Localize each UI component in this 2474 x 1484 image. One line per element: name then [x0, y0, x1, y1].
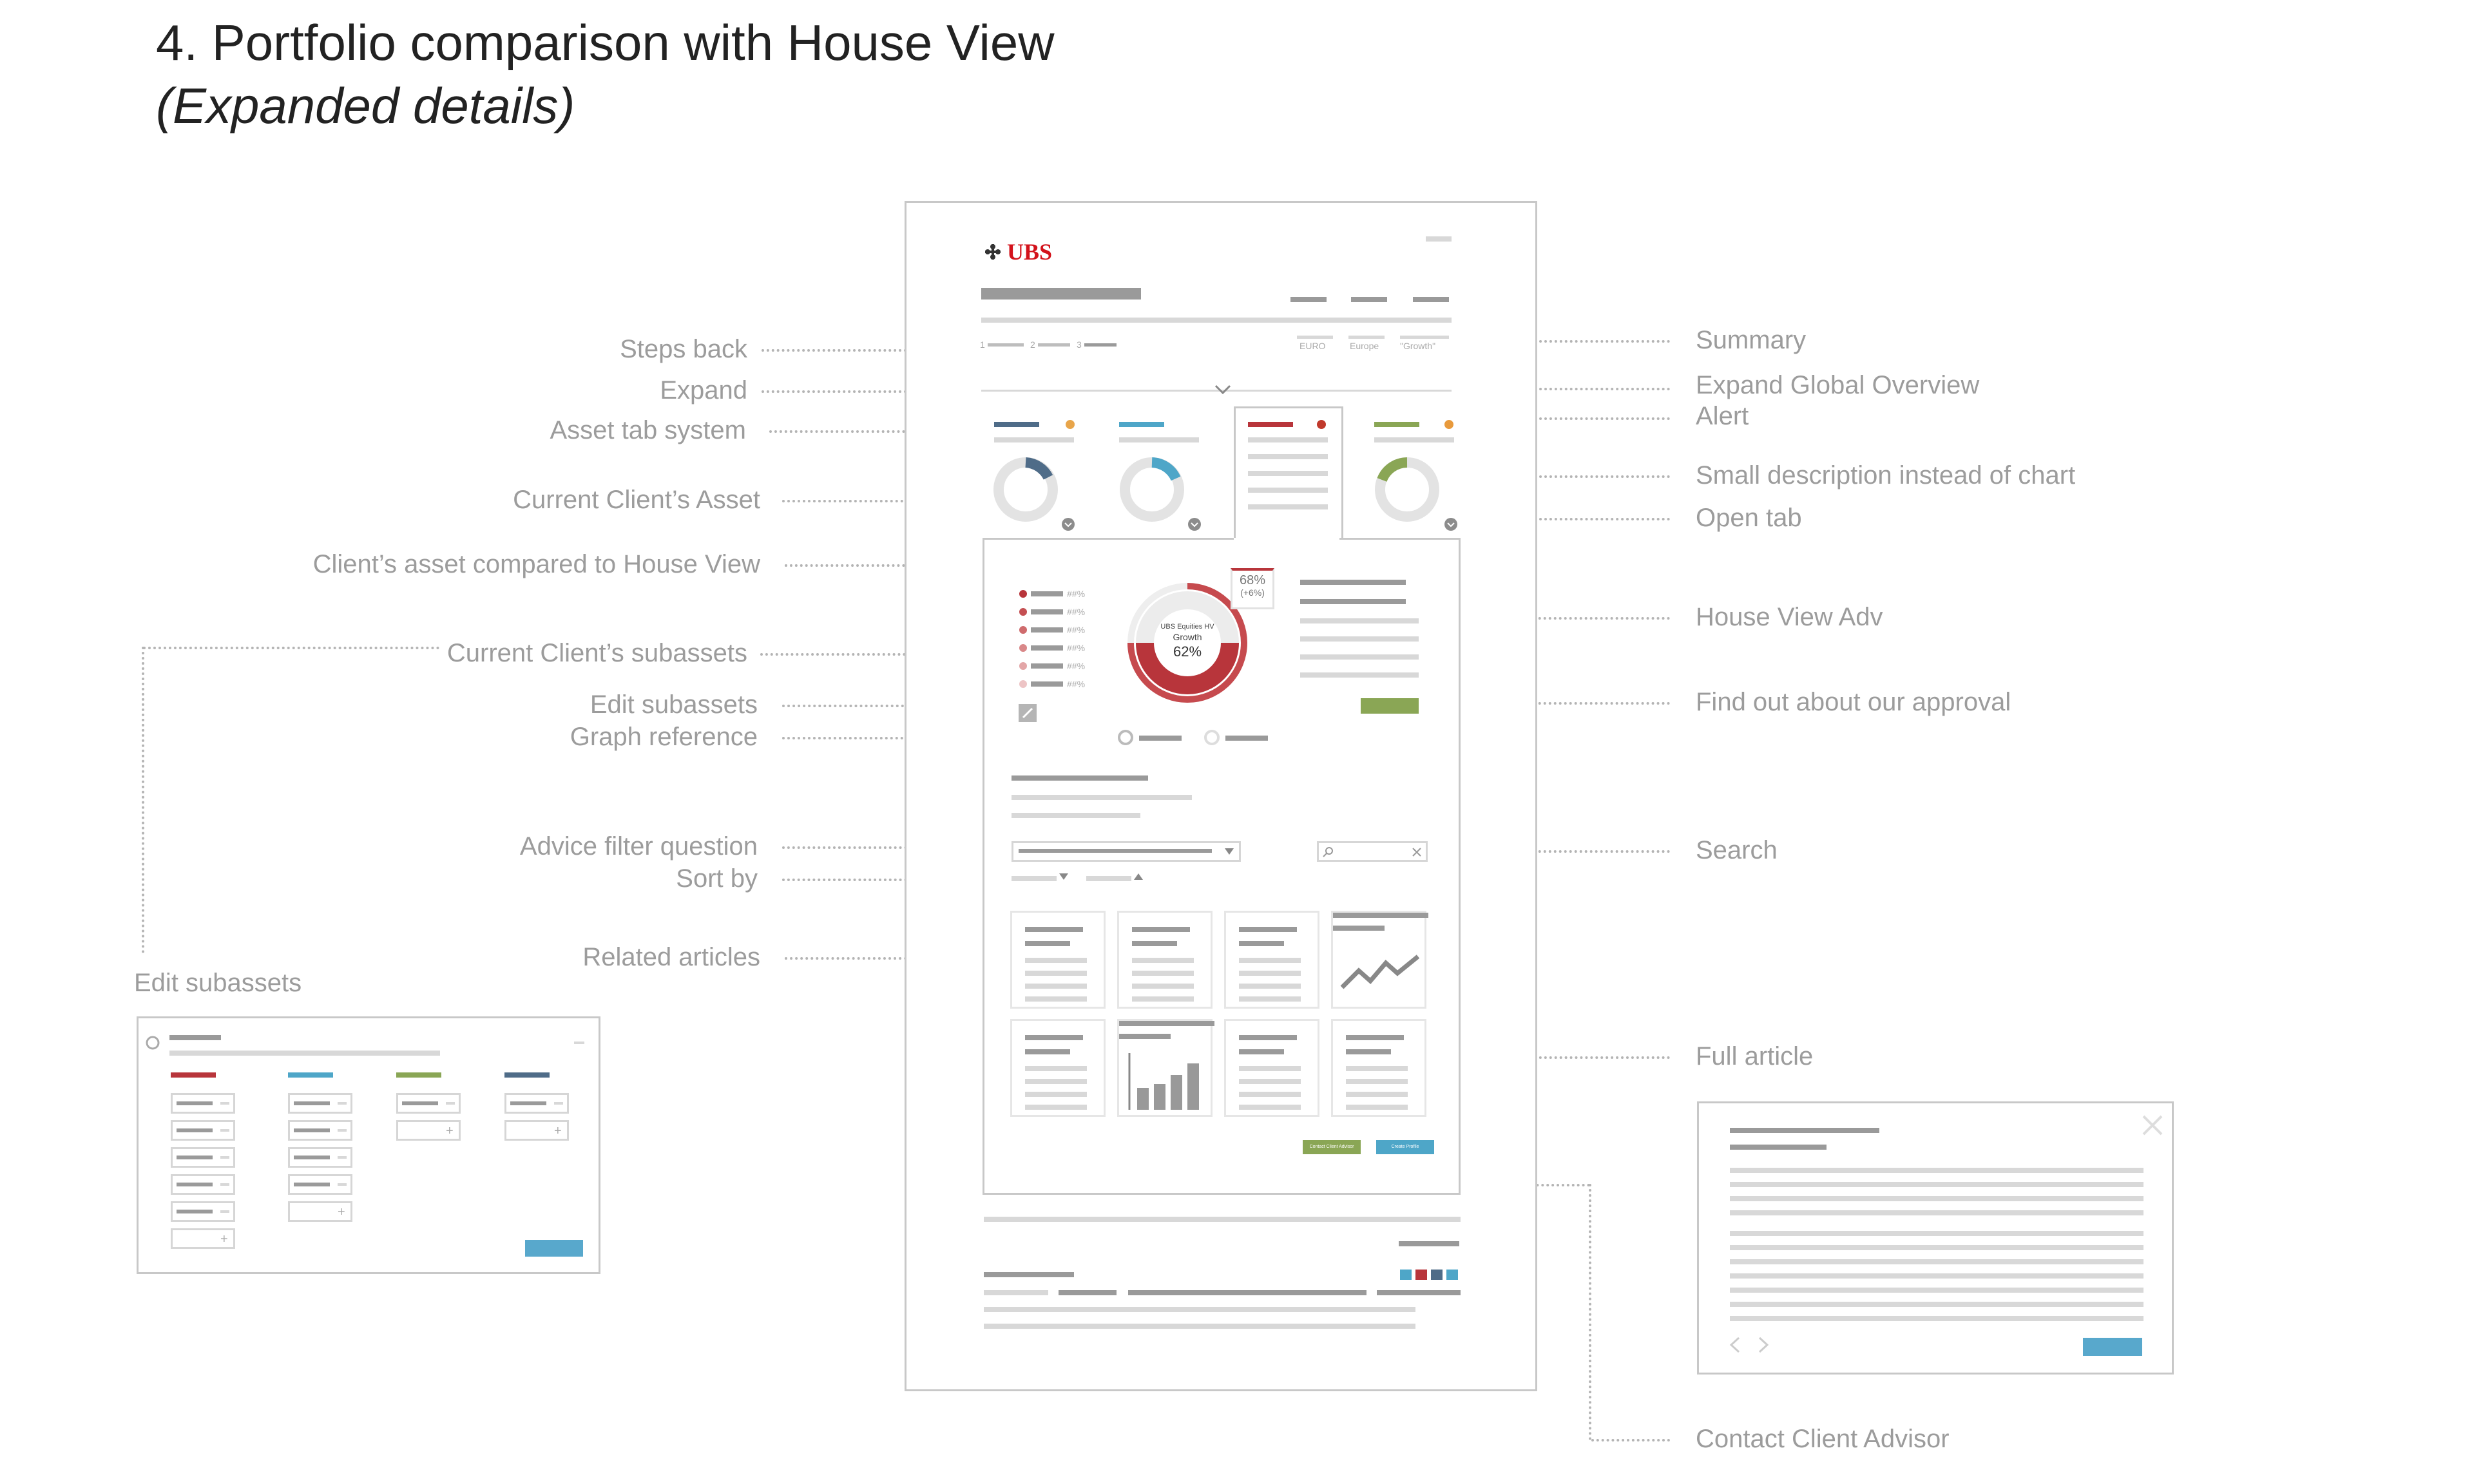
minus-icon — [338, 1156, 347, 1159]
annotation-edit-subassets-panel: Edit subassets — [134, 969, 302, 997]
header-divider — [981, 318, 1452, 323]
sort-down-icon[interactable] — [1059, 873, 1068, 881]
tab-3-line-3 — [1248, 471, 1328, 476]
minus-icon — [338, 1102, 347, 1105]
adv-line-1 — [1300, 599, 1406, 604]
graph-reference-client-label — [1139, 736, 1182, 741]
plus-icon: + — [446, 1124, 454, 1138]
annotation-client-asset-compared: Client’s asset compared to House View — [312, 550, 760, 578]
minus-icon — [220, 1183, 229, 1186]
edit-subasset-field[interactable] — [288, 1093, 352, 1114]
advice-filter-subtext — [1012, 795, 1192, 800]
leader-edit-panel-top — [143, 647, 439, 649]
edit-col-4-color — [504, 1072, 550, 1078]
edit-subassets-panel — [137, 1016, 600, 1274]
footer-link-1[interactable] — [984, 1272, 1074, 1277]
leader-contact-vertical — [1589, 1184, 1591, 1440]
adv-line-2 — [1300, 618, 1419, 623]
article-card[interactable] — [1010, 1019, 1106, 1117]
search-icon — [1323, 846, 1334, 858]
annotation-full-article: Full article — [1696, 1042, 1814, 1070]
article-line — [1730, 1316, 2143, 1321]
ubs-logo[interactable]: UBS — [1007, 239, 1053, 265]
minus-icon — [554, 1102, 563, 1105]
adv-line-3 — [1300, 636, 1419, 642]
footer-text-1 — [984, 1307, 1415, 1312]
article-card[interactable] — [1224, 911, 1319, 1009]
full-article-panel — [1697, 1101, 2174, 1375]
edit-icon[interactable] — [1018, 703, 1037, 723]
footer-social-label — [1399, 1241, 1459, 1246]
article-line — [1730, 1302, 2143, 1307]
tab-2-label — [1119, 437, 1199, 442]
summary-bar-1 — [1297, 336, 1333, 339]
house-view-callout — [1231, 568, 1274, 609]
edit-subasset-field[interactable] — [171, 1093, 235, 1114]
annotation-expand-global-overview: Expand Global Overview — [1696, 371, 1980, 399]
annotation-contact-client-advisor: Contact Client Advisor — [1696, 1425, 1950, 1453]
expanded-details-panel: ##% ##% ##% ##% ##% ##% UBS Equities HV Growth 62% 68% (+6%) Contact Client Advisor Create Profile — [983, 538, 1461, 1195]
article-action-button[interactable] — [2083, 1338, 2142, 1356]
article-card[interactable] — [1331, 1019, 1426, 1117]
ubs-keys-icon — [981, 240, 1004, 263]
edit-panel-title — [169, 1035, 221, 1040]
annotation-steps-back: Steps back — [620, 335, 747, 363]
annotation-current-client-asset: Current Client’s Asset — [513, 486, 760, 514]
edit-subasset-field[interactable] — [288, 1147, 352, 1168]
client-percentage: 62% — [1173, 643, 1202, 660]
open-tab-icon[interactable] — [1444, 517, 1458, 531]
annotation-small-description: Small description instead of chart — [1696, 461, 2076, 490]
house-view-percentage: 68% — [1239, 573, 1266, 587]
article-line — [1730, 1210, 2143, 1215]
annotation-summary: Summary — [1696, 326, 1807, 354]
create-profile-button[interactable]: Create Profile — [1376, 1140, 1434, 1154]
minus-icon — [220, 1129, 229, 1132]
summary-label-2: Europe — [1350, 341, 1379, 351]
advice-filter-select[interactable] — [1012, 841, 1241, 862]
article-line — [1730, 1288, 2143, 1293]
alert-icon — [1316, 419, 1327, 430]
edit-subasset-field[interactable] — [288, 1120, 352, 1141]
adv-line-4 — [1300, 654, 1419, 660]
edit-col-1-color — [171, 1072, 216, 1078]
article-line — [1730, 1196, 2143, 1201]
search-input[interactable] — [1317, 841, 1428, 862]
alert-icon — [1065, 419, 1075, 430]
annotation-search: Search — [1696, 836, 1778, 864]
find-out-approval-button[interactable] — [1361, 698, 1419, 714]
article-card[interactable] — [1224, 1019, 1319, 1117]
advice-filter-heading — [1012, 775, 1148, 781]
article-subtitle — [1730, 1145, 1827, 1150]
close-icon[interactable] — [1412, 847, 1422, 857]
article-card[interactable] — [1117, 911, 1213, 1009]
step-3[interactable]: 3 — [1077, 339, 1082, 350]
annotation-edit-subassets: Edit subassets — [590, 690, 758, 719]
plus-icon: + — [554, 1124, 562, 1138]
annotation-related-articles: Related articles — [582, 943, 760, 971]
article-title — [1730, 1128, 1879, 1133]
annotation-advice-filter: Advice filter question — [519, 832, 758, 861]
tab-2-color-bar — [1119, 422, 1164, 427]
active-tab-joint — [1234, 538, 1339, 540]
chevron-down-icon — [1225, 848, 1234, 855]
plus-icon: + — [220, 1232, 228, 1246]
step-1[interactable]: 1 — [980, 339, 985, 350]
contact-client-advisor-button[interactable]: Contact Client Advisor — [1303, 1140, 1361, 1154]
open-tab-icon[interactable] — [1187, 517, 1202, 531]
summary-bar-3 — [1400, 336, 1449, 339]
next-arrow-icon[interactable] — [1757, 1335, 1770, 1355]
footer-text-2 — [984, 1324, 1415, 1329]
leader-contact-bottom — [1591, 1439, 1670, 1441]
leader-edit-panel-vertical — [142, 647, 144, 953]
tab-4-color-bar — [1374, 422, 1419, 427]
sort-option-1[interactable] — [1012, 876, 1057, 881]
article-card[interactable] — [1010, 911, 1106, 1009]
tab-3-color-bar — [1248, 422, 1293, 427]
top-nav-item-1[interactable] — [1290, 297, 1327, 302]
prev-arrow-icon[interactable] — [1729, 1335, 1741, 1355]
wireframe-page — [905, 201, 1537, 1391]
article-line — [1730, 1273, 2143, 1279]
edit-subasset-field[interactable] — [171, 1174, 235, 1195]
annotation-sort-by: Sort by — [676, 864, 758, 893]
house-view-fund-label: UBS Equities HV — [1160, 623, 1214, 631]
edit-col-2-color — [288, 1072, 333, 1078]
adv-heading — [1300, 580, 1406, 585]
article-line — [1730, 1182, 2143, 1187]
tab-1-label — [994, 437, 1074, 442]
chevron-down-icon[interactable] — [1213, 383, 1232, 396]
social-icon-3[interactable] — [1431, 1270, 1443, 1280]
article-line — [1730, 1168, 2143, 1173]
page-subtitle: (Expanded details) — [156, 77, 575, 134]
add-subasset-field[interactable] — [504, 1120, 569, 1141]
article-line — [1730, 1245, 2143, 1250]
edit-subasset-field[interactable] — [171, 1120, 235, 1141]
add-subasset-field[interactable] — [288, 1201, 352, 1222]
minus-icon — [446, 1102, 455, 1105]
annotation-alert: Alert — [1696, 402, 1749, 430]
social-icon-2[interactable] — [1415, 1270, 1427, 1280]
edit-subasset-field[interactable] — [504, 1093, 569, 1114]
summary-label-1: EURO — [1299, 341, 1326, 351]
line-chart-icon — [1339, 949, 1422, 994]
edit-subasset-field[interactable] — [171, 1201, 235, 1222]
annotation-open-tab: Open tab — [1696, 504, 1802, 532]
minimize-icon[interactable] — [574, 1042, 584, 1044]
social-icon-4[interactable] — [1446, 1270, 1458, 1280]
tab-2-donut[interactable] — [1117, 454, 1187, 525]
step-3-line — [1084, 343, 1117, 347]
house-view-strategy: Growth — [1173, 632, 1202, 642]
advice-filter-subtext-2 — [1012, 813, 1140, 818]
tab-3-line-1 — [1248, 437, 1328, 442]
bar-chart-icon — [1128, 1053, 1208, 1111]
top-nav-item-2[interactable] — [1351, 297, 1387, 302]
annotation-asset-tab-system: Asset tab system — [550, 416, 746, 444]
step-2[interactable]: 2 — [1030, 339, 1035, 350]
sort-up-icon[interactable] — [1134, 873, 1143, 881]
edit-subasset-field[interactable] — [396, 1093, 461, 1114]
save-subassets-button[interactable] — [525, 1240, 583, 1257]
graph-reference-house-view-icon — [1203, 729, 1220, 746]
page-heading-placeholder — [981, 288, 1141, 300]
minus-icon — [338, 1129, 347, 1132]
footer-link-2[interactable] — [984, 1290, 1048, 1295]
edit-col-3-color — [396, 1072, 441, 1078]
annotation-house-view-adv: House View Adv — [1696, 603, 1883, 631]
annotation-current-client-subassets: Current Client’s subassets — [446, 639, 747, 667]
footer-link-5[interactable] — [1377, 1290, 1461, 1295]
annotation-graph-reference: Graph reference — [570, 723, 758, 751]
article-card-chart[interactable] — [1331, 911, 1426, 1009]
top-nav-item-3[interactable] — [1413, 297, 1449, 302]
minus-icon — [220, 1156, 229, 1159]
minus-icon — [220, 1210, 229, 1213]
tab-4-donut[interactable] — [1372, 454, 1443, 525]
add-subasset-field[interactable] — [396, 1120, 461, 1141]
graph-reference-client-icon — [1117, 729, 1134, 746]
sort-option-2[interactable] — [1086, 876, 1131, 881]
footer-link-4[interactable] — [1128, 1290, 1366, 1295]
annotation-expand: Expand — [660, 376, 747, 404]
tab-1-donut[interactable] — [990, 454, 1061, 525]
article-line — [1730, 1231, 2143, 1236]
social-icon-1[interactable] — [1400, 1270, 1412, 1280]
tab-1-color-bar — [994, 422, 1039, 427]
step-2-line — [1038, 343, 1070, 347]
footer-link-3[interactable] — [1059, 1290, 1117, 1295]
edit-subasset-field[interactable] — [288, 1174, 352, 1195]
minus-icon — [338, 1183, 347, 1186]
page-title: 4. Portfolio comparison with House View — [156, 14, 1055, 71]
back-icon[interactable] — [145, 1035, 160, 1051]
plus-icon: + — [338, 1205, 345, 1219]
tab-3-line-5 — [1248, 504, 1328, 509]
menu-handle[interactable] — [1426, 236, 1452, 242]
article-line — [1730, 1259, 2143, 1264]
annotation-find-out-approval: Find out about our approval — [1696, 688, 2011, 716]
summary-label-3: "Growth" — [1400, 341, 1436, 351]
tab-4-label — [1374, 437, 1454, 442]
add-subasset-field[interactable] — [171, 1228, 235, 1249]
open-tab-icon[interactable] — [1061, 517, 1075, 531]
article-card-bar-chart[interactable] — [1117, 1019, 1213, 1117]
summary-bar-2 — [1348, 336, 1385, 339]
edit-panel-subtitle — [169, 1051, 440, 1056]
graph-reference-house-view-label — [1225, 736, 1268, 741]
minus-icon — [220, 1102, 229, 1105]
house-view-delta: (+6%) — [1240, 587, 1265, 598]
tab-3-line-2 — [1248, 454, 1328, 459]
adv-line-5 — [1300, 672, 1419, 678]
edit-subasset-field[interactable] — [171, 1147, 235, 1168]
tab-3-line-4 — [1248, 488, 1328, 493]
close-icon[interactable] — [2141, 1114, 2164, 1137]
step-1-line — [988, 343, 1024, 347]
alert-icon — [1444, 419, 1454, 430]
footer-divider — [984, 1217, 1461, 1222]
